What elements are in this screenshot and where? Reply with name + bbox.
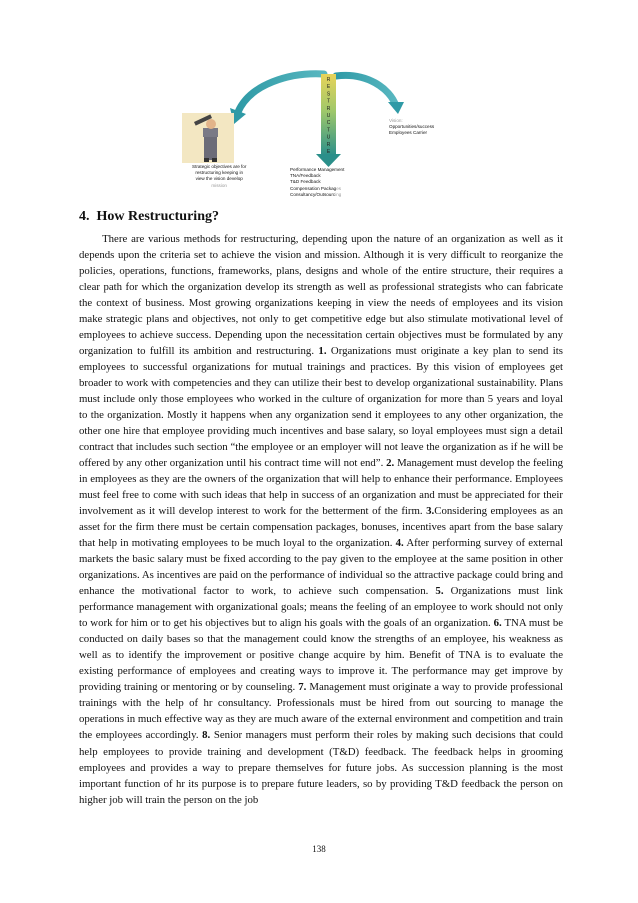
section-number: 4. [79, 209, 90, 224]
vision-item: Vision: [389, 118, 403, 123]
restructure-letter: U [326, 134, 331, 141]
point-number: 6. [493, 617, 502, 630]
point-text: After performing survey of external markets the basic salary must be fixed according to the pay given to the employee at the same position in other organizations. As incentives are paid on the performance of individual so the attractive package could bring and enhance the motivational factor to work, to achieve such compensation. [79, 537, 563, 598]
restructure-letter: R [326, 141, 331, 148]
section-heading [79, 209, 219, 225]
method-item: TNA/Feedback [290, 173, 321, 179]
intro-text: There are various methods for restructuring, depending upon the nature of an organization as well as it depends upon the criteria set to achieve the vision and mission. Although it is very difficult to reorganize the policies, operations, functions, frameworks, plans, designs and whole of the entire structure, their requires a clear path for which the organization develop its strength as well as professional strategists who can fabricate the context of business. Most growing organizations keeping in view the needs of employees and its vision make strategic plans and objectives, not only to get competitive edge but also stimulate motivational level of employees to achieve success. Depending upon the necessitation certain objectives must be formulated by any organization to fulfill its ambition and restructuring. [79, 233, 563, 358]
restructure-letter: U [326, 113, 331, 119]
strategic-objectives-caption [192, 164, 246, 189]
left-caption-line: view the vision develop [195, 176, 243, 182]
point-number: 8. [202, 729, 211, 742]
method-item: Performance Management [290, 167, 345, 172]
restructure-letter: R [326, 77, 331, 83]
point-number: 4. [395, 537, 404, 550]
point-number: 7. [298, 681, 307, 694]
page-number: 138 [312, 844, 326, 854]
left-caption-line: mission [211, 182, 227, 188]
vision-item: Opportunities/success [389, 124, 435, 130]
point-number: 2. [386, 457, 395, 470]
point-number: 5. [435, 585, 444, 598]
restructure-bar-head [316, 154, 341, 167]
vision-item: Employees Carrier [389, 130, 428, 136]
restructure-letter: E [326, 84, 331, 91]
restructure-letter: C [326, 120, 331, 127]
restructure-letter: T [326, 98, 331, 105]
point-text: Senior managers must perform their roles by making such decisions that could help employees to provide training and development (T&D) feedback. The feedback helps in grooming employees and provides a way to prepare themselves for future jobs. As succession planning is the most important function of hr its purpose is to prepare future leaders, so by providing T&D feedback the person on higher job will train the person on the job [79, 729, 563, 806]
restructure-methods-list [290, 167, 344, 198]
point-text: Organizations must link performance management with organizational goals; means the feeling of an employee to work should not only to work for him or to get his objectives but to align his goals with the goals of an organization. [79, 585, 564, 630]
left-caption-line: Strategic objectives are for [192, 164, 247, 169]
left-curved-arrow [238, 74, 324, 112]
section-title: How Restructuring? [96, 209, 219, 224]
right-arrow-head [388, 102, 404, 114]
point-text: Considering employees as an asset for the firm there must be certain compensation packages, bonuses, incentives apart from the base salary that help in motivating employees to be much loyal to the organization. [79, 505, 563, 550]
restructure-letter: R [326, 105, 331, 112]
person-with-telescope-icon [182, 113, 234, 163]
method-item: Consultancy/Outsourcing [290, 191, 342, 197]
restructuring-diagram [180, 68, 470, 208]
restructure-letter: E [326, 149, 331, 155]
right-curved-arrow [336, 75, 396, 106]
method-item: Compensation Packages [290, 185, 342, 191]
point-text: Management must originate a way to provide professional trainings with the help of hr consultancy. Professionals must be hired from out sourcing to manage the operations in much effective way as they are much aware of the external environment and competition and train the employees accordingly. [79, 681, 564, 742]
point-text: TNA must be conducted on daily bases so that the management could know the strengths of an employee, his weakness as well as to identify the improvement or positive change acquire by him. Benefit of TNA is to evaluate the existing performance of employees and creating ways to improve it. The performance may get improve by providing training or mentoring or by counseling. [79, 617, 564, 694]
point-number: 1. [318, 345, 327, 358]
point-text: Management must develop the feeling in employees as they are the owners of the organization that will help to enhance their performance. Employees must feel free to come with such ideas that help in success of an organization and must be appreciated for their involvement as it will develop interest to work for the betterment of the firm. [79, 457, 564, 518]
vision-list [389, 118, 434, 137]
restructure-letter: S [326, 91, 331, 98]
method-item: T&D Feedback [290, 179, 321, 185]
body-paragraph [79, 231, 563, 808]
left-caption-line: restructuring keeping in [195, 170, 244, 176]
restructure-letter: T [326, 127, 331, 134]
point-number: 3. [426, 505, 435, 518]
point-text: Organizations must originate a key plan to send its employees to successful organizations for mutual trainings and practices. By this vision of employees get broader to work with competencies and they can utilize their best to develop organizational sustainability. Plans must include only those employees who worked in the culture of organization for more than 5 years and loyal to the organization. Mostly it happens when any organization send it employees to any other organization, the other one hire that employee providing much incentives and base salary, so loyal employees must sign a detail contract that includes such section “the employee or an employer will not leave the organization as if he will be offered by any other organization until his contract time will not end”. [79, 345, 563, 470]
